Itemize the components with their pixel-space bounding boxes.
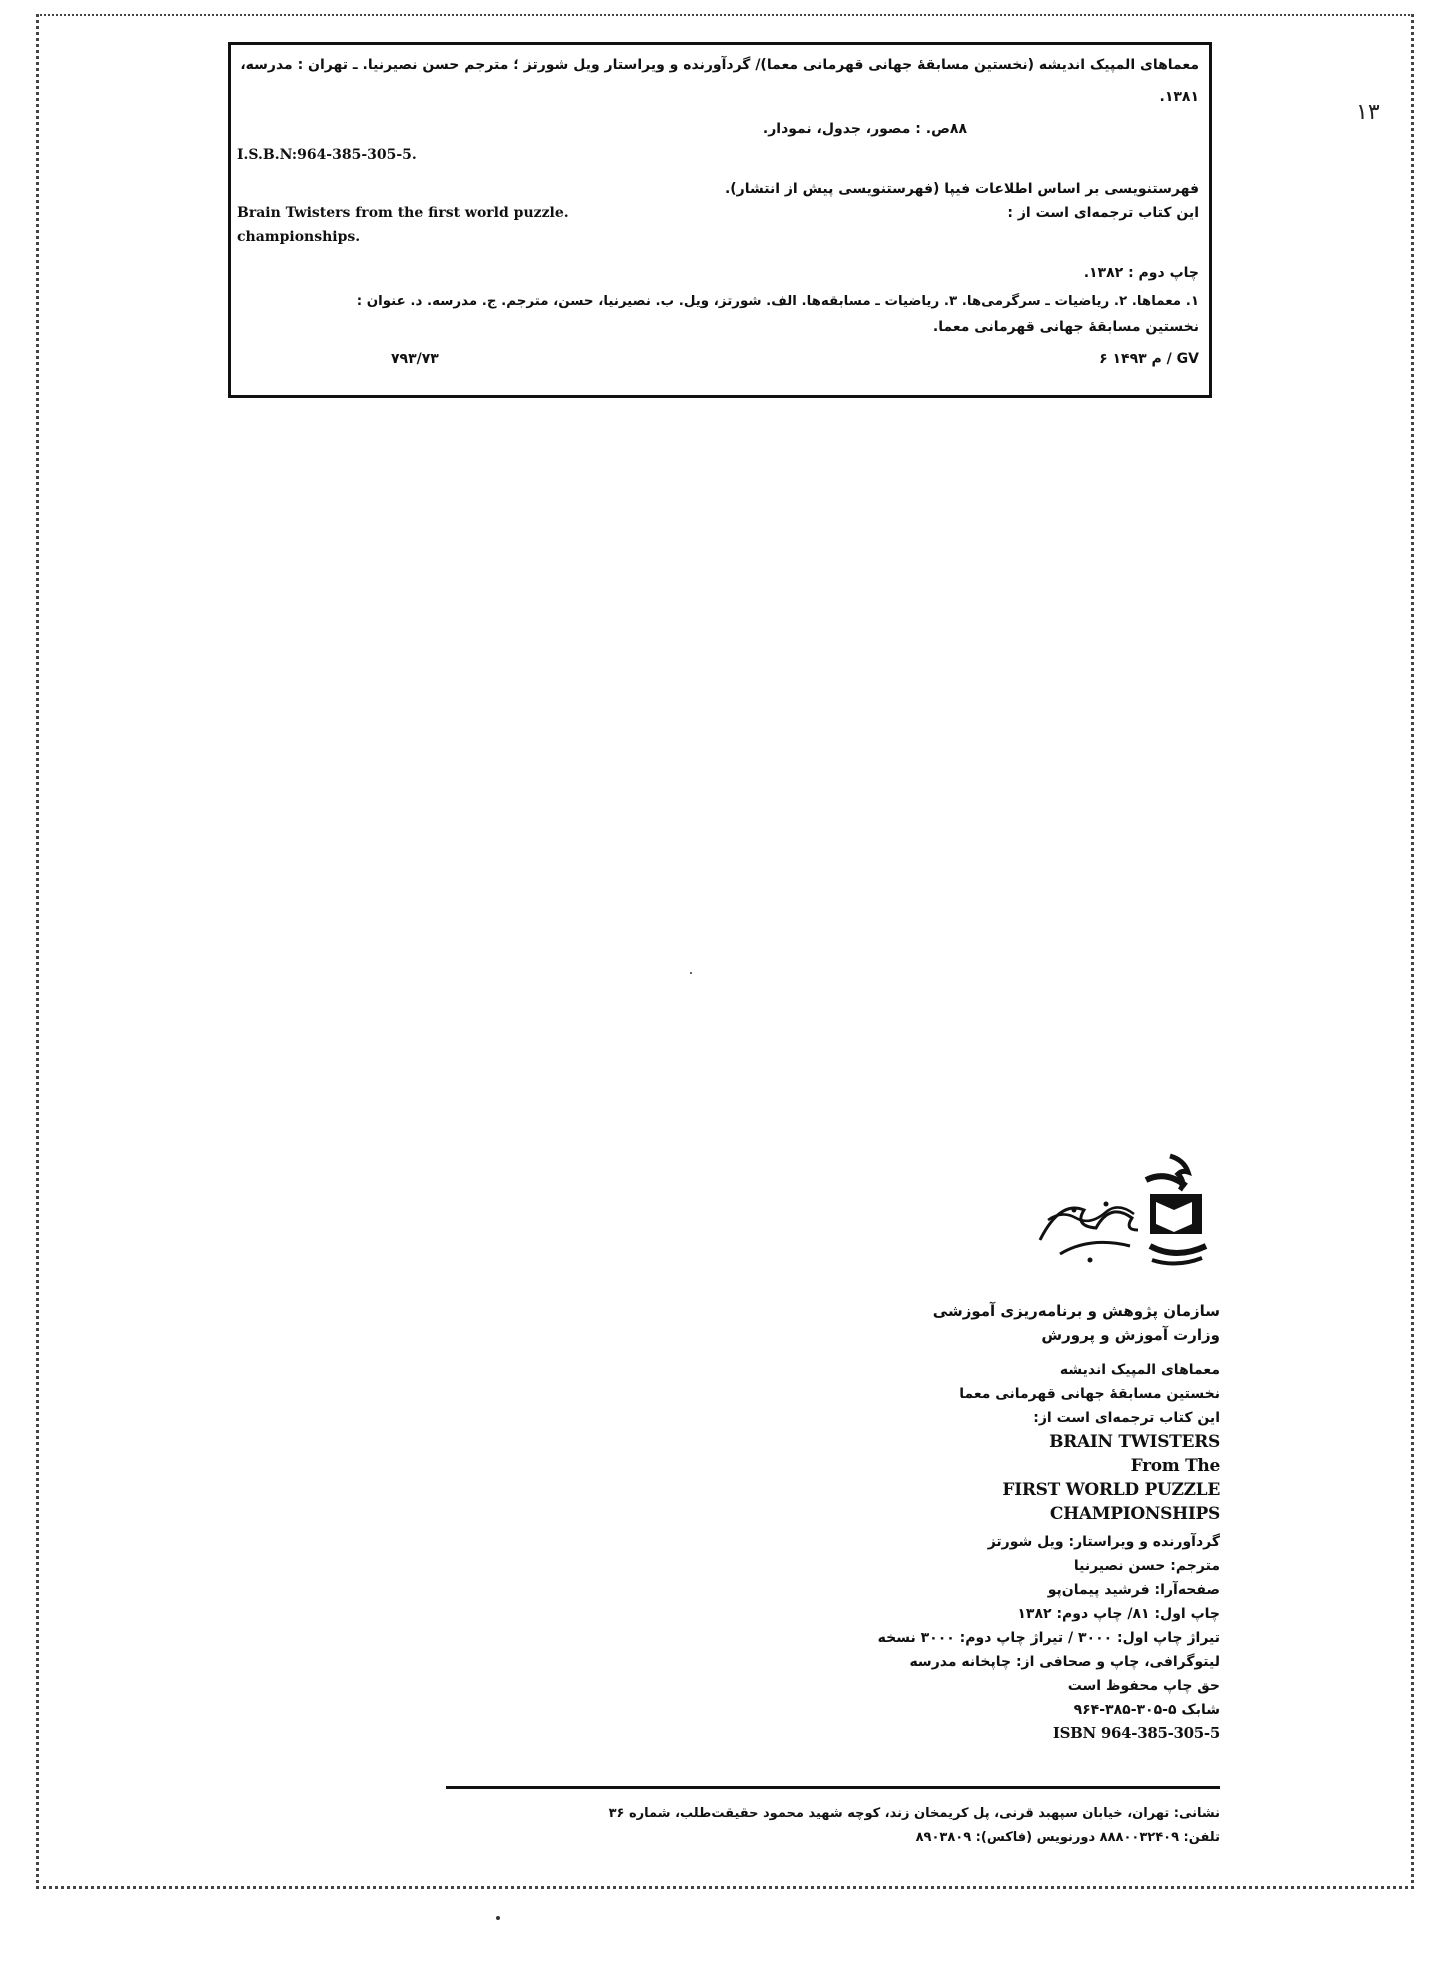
publisher-logo-icon [1020, 1150, 1220, 1280]
colophon-english-title-2: From The [1130, 1456, 1220, 1476]
cip-line-5: این کتاب ترجمه‌ای است از : [1007, 205, 1199, 221]
colophon-shabak: شابک ۵-۳۰۵-۳۸۵-۹۶۴ [1073, 1702, 1220, 1718]
colophon-isbn: ISBN 964-385-305-5 [1052, 1724, 1220, 1742]
cip-line-2: ۱۳۸۱. [1159, 89, 1199, 105]
address-line-2: تلفن: ۸۸۸۰۰۳۲۴۰۹ دورنویس (فاکس): ۸۹۰۳۸۰۹ [915, 1830, 1220, 1845]
cip-line-8: نخستین مسابقهٔ جهانی قهرمانی معما. [932, 319, 1199, 335]
cip-line-7: ۱. معماها. ۲. ریاضیات ـ سرگرمی‌ها. ۳. ریاضیات ـ مسابقه‌ها. الف. شورتز، ویل. ب. نصیرنیا، حسن، مترجم. ج. مدرسه. د. عنوان : [356, 294, 1199, 309]
cip-classification: ۶ م ۱۴۹۳ / GV [1099, 351, 1199, 367]
margin-note: ۱۳ [1356, 100, 1380, 125]
colophon-print-dates: چاپ اول: ۸۱/ چاپ دوم: ۱۳۸۲ [1017, 1606, 1220, 1622]
colophon-english-title-1: BRAIN TWISTERS [1049, 1432, 1220, 1452]
address-divider [446, 1786, 1220, 1789]
stray-dot [690, 972, 692, 974]
colophon-english-title-3: FIRST WORLD PUZZLE [1002, 1480, 1220, 1500]
colophon [420, 1150, 1220, 1790]
colophon-print-run: تیراژ چاپ اول: ۳۰۰۰ / تیراژ چاپ دوم: ۳۰۰۰ نسخه [877, 1630, 1220, 1646]
cip-original-title-2: championships. [237, 229, 361, 245]
cip-line-4: فهرستنویسی بر اساس اطلاعات فیپا (فهرستنویسی پیش از انتشار). [724, 181, 1199, 197]
cip-catalog-box [228, 42, 1212, 398]
colophon-rights: حق چاپ محفوظ است [1067, 1678, 1220, 1694]
cip-line-6: چاپ دوم : ۱۳۸۲. [1083, 265, 1199, 281]
cip-isbn: I.S.B.N:964-385-305-5. [237, 147, 417, 163]
colophon-org-1: سازمان پژوهش و برنامه‌ریزی آموزشی [932, 1302, 1220, 1320]
cip-dewey: ۷۹۳/۷۳ [391, 351, 439, 367]
colophon-english-title-4: CHAMPIONSHIPS [1049, 1504, 1220, 1524]
colophon-translated-from: این کتاب ترجمه‌ای است از: [1033, 1410, 1220, 1426]
colophon-editor: گردآورنده و ویراستار: ویل شورتز [987, 1534, 1220, 1550]
address-line-1: نشانی: تهران، خیابان سپهبد قرنی، پل کریمخان زند، کوچه شهید محمود حقیقت‌طلب، شماره ۳۶ [608, 1806, 1220, 1821]
stray-dot [496, 1916, 500, 1920]
colophon-subtitle: نخستین مسابقهٔ جهانی قهرمانی معما [959, 1386, 1220, 1402]
colophon-org-2: وزارت آموزش و پرورش [1041, 1326, 1220, 1344]
colophon-title: معماهای المپیک اندیشه [1059, 1362, 1220, 1378]
colophon-printer: لیتوگرافی، چاپ و صحافی از: چاپخانه مدرسه [909, 1654, 1220, 1670]
colophon-translator: مترجم: حسن نصیرنیا [1073, 1558, 1220, 1574]
cip-line-3: ۸۸ص. : مصور، جدول، نمودار. [762, 121, 967, 137]
colophon-layout: صفحه‌آرا: فرشید پیمان‌پو [1047, 1582, 1220, 1598]
cip-line-1: معماهای المپیک اندیشه (نخستین مسابقهٔ جهانی قهرمانی معما)/ گردآورنده و ویراستار ویل شورتز ؛ مترجم حسن نصیرنیا. ـ تهران : مدرسه، [240, 57, 1199, 73]
cip-original-title-1: Brain Twisters from the first world puzzle. [237, 205, 569, 221]
